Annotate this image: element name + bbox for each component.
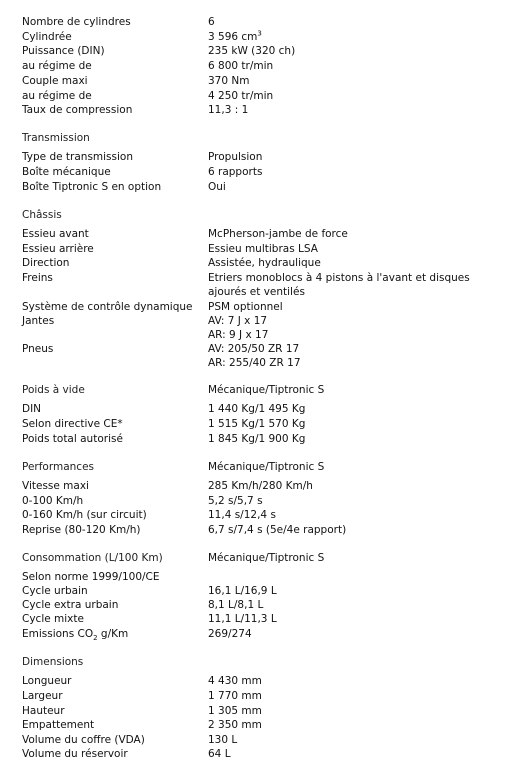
spec-label: Essieu arrière (22, 243, 94, 255)
spec-value: 1 770 mm (208, 690, 262, 702)
spec-value: Essieu multibras LSA (208, 243, 318, 255)
spec-label: Cycle urbain (22, 585, 88, 597)
spec-row (22, 89, 522, 103)
spec-row (22, 59, 522, 73)
spec-value: PSM optionnel (208, 301, 283, 313)
spec-row (22, 402, 522, 416)
spec-label: Type de transmission (22, 151, 133, 163)
spec-row (22, 103, 522, 117)
spec-row (22, 584, 522, 598)
subscript-2: 2 (93, 634, 98, 643)
spec-value: 235 kW (320 ch) (208, 45, 296, 57)
spec-row (22, 627, 522, 641)
spec-label: Taux de compression (22, 104, 133, 116)
spec-value: Oui (208, 181, 226, 193)
spec-value: 2 350 mm (208, 719, 262, 731)
spec-label: Pneus (22, 343, 54, 355)
spec-value: ajourés et ventilés (208, 286, 305, 298)
section-title: Poids à vide (22, 384, 85, 396)
spec-label: Volume du coffre (VDA) (22, 734, 145, 746)
spec-value: 11,3 : 1 (208, 104, 249, 116)
spec-label: au régime de (22, 60, 92, 72)
spec-value: Propulsion (208, 151, 263, 163)
section-title: Châssis (22, 209, 62, 221)
spec-label: Volume du réservoir (22, 748, 128, 760)
spec-value: 64 L (208, 748, 231, 760)
spec-row (22, 747, 522, 761)
spec-value: AR: 255/40 ZR 17 (208, 357, 301, 369)
spec-row (22, 704, 522, 718)
spec-value: AV: 205/50 ZR 17 (208, 343, 300, 355)
spec-value: 1 440 Kg/1 495 Kg (208, 403, 306, 415)
spec-label: Puissance (DIN) (22, 45, 105, 57)
section-subtitle: Mécanique/Tiptronic S (208, 552, 325, 564)
spec-row (22, 165, 522, 179)
spec-label: Direction (22, 257, 70, 269)
spec-value-text: 3 596 cm (208, 31, 258, 43)
spec-value: 130 L (208, 734, 238, 746)
spec-value: 11,4 s/12,4 s (208, 509, 276, 521)
spec-label: Jantes (22, 315, 55, 327)
spec-row (22, 300, 522, 314)
spec-row (22, 733, 522, 747)
spec-label: Cycle mixte (22, 613, 84, 625)
spec-row (22, 479, 522, 493)
spec-row (22, 689, 522, 703)
section-subtitle: Mécanique/Tiptronic S (208, 384, 325, 396)
spec-value: 6 800 tr/min (208, 60, 274, 72)
spec-row (22, 314, 522, 328)
spec-label: Selon directive CE* (22, 418, 123, 430)
spec-label: Essieu avant (22, 228, 89, 240)
section-title: Dimensions (22, 656, 84, 668)
spec-label-text: Emissions CO (22, 628, 94, 640)
spec-value: 269/274 (208, 628, 252, 640)
section-title: Consommation (L/100 Km) (22, 552, 163, 564)
spec-value: 11,1 L/11,3 L (208, 613, 277, 625)
spec-label: Selon norme 1999/100/CE (22, 571, 160, 583)
spec-label: Reprise (80-120 Km/h) (22, 524, 141, 536)
spec-label: Couple maxi (22, 75, 88, 87)
spec-label: Longueur (22, 675, 72, 687)
spec-value-displacement (208, 30, 262, 44)
spec-row (22, 180, 522, 194)
spec-row (22, 150, 522, 164)
spec-row (22, 417, 522, 431)
spec-label: Boîte mécanique (22, 166, 111, 178)
spec-label: au régime de (22, 90, 92, 102)
spec-value: 285 Km/h/280 Km/h (208, 480, 313, 492)
spec-value: 1 305 mm (208, 705, 262, 717)
spec-row (22, 432, 522, 446)
spec-label: Système de contrôle dynamique (22, 301, 193, 313)
spec-label-unit: g/Km (97, 628, 129, 640)
spec-value: Etriers monoblocs à 4 pistons à l'avant et disques (208, 272, 470, 284)
superscript-3: 3 (257, 29, 262, 38)
spec-label: Cylindrée (22, 31, 72, 43)
spec-row (22, 570, 522, 584)
spec-row-continued (22, 285, 522, 299)
spec-row (22, 271, 522, 285)
spec-value: 6 rapports (208, 166, 263, 178)
spec-row (22, 718, 522, 732)
spec-value: 6 (208, 16, 215, 28)
spec-label-emissions (22, 627, 128, 641)
spec-value: 8,1 L/8,1 L (208, 599, 264, 611)
spec-label: Hauteur (22, 705, 65, 717)
spec-row (22, 598, 522, 612)
spec-row (22, 523, 522, 537)
spec-label: 0-160 Km/h (sur circuit) (22, 509, 147, 521)
spec-label: DIN (22, 403, 42, 415)
spec-value: 16,1 L/16,9 L (208, 585, 277, 597)
spec-row (22, 342, 522, 356)
spec-row-continued (22, 328, 522, 342)
spec-row (22, 508, 522, 522)
spec-row (22, 227, 522, 241)
spec-row (22, 15, 522, 29)
spec-row-continued (22, 356, 522, 370)
spec-label: Vitesse maxi (22, 480, 89, 492)
spec-row (22, 494, 522, 508)
spec-value: 370 Nm (208, 75, 250, 87)
spec-label: Freins (22, 272, 53, 284)
spec-value: 6,7 s/7,4 s (5e/4e rapport) (208, 524, 347, 536)
spec-label: Nombre de cylindres (22, 16, 131, 28)
section-title: Performances (22, 461, 95, 473)
spec-label: 0-100 Km/h (22, 495, 84, 507)
spec-row (22, 256, 522, 270)
spec-row (22, 612, 522, 626)
spec-row (22, 74, 522, 88)
spec-label: Cycle extra urbain (22, 599, 119, 611)
section-subtitle: Mécanique/Tiptronic S (208, 461, 325, 473)
spec-value: 1 515 Kg/1 570 Kg (208, 418, 306, 430)
spec-label: Largeur (22, 690, 63, 702)
spec-value: AR: 9 J x 17 (208, 329, 269, 341)
spec-value: 1 845 Kg/1 900 Kg (208, 433, 306, 445)
spec-row (22, 30, 522, 44)
spec-label: Poids total autorisé (22, 433, 123, 445)
spec-value: AV: 7 J x 17 (208, 315, 268, 327)
spec-row (22, 44, 522, 58)
spec-value: 5,2 s/5,7 s (208, 495, 263, 507)
spec-value: Assistée, hydraulique (208, 257, 321, 269)
spec-label: Boîte Tiptronic S en option (22, 181, 162, 193)
spec-value: 4 250 tr/min (208, 90, 274, 102)
spec-value: McPherson-jambe de force (208, 228, 348, 240)
spec-value: 4 430 mm (208, 675, 262, 687)
spec-label: Empattement (22, 719, 95, 731)
section-title: Transmission (22, 132, 90, 144)
spec-row (22, 242, 522, 256)
spec-row (22, 674, 522, 688)
